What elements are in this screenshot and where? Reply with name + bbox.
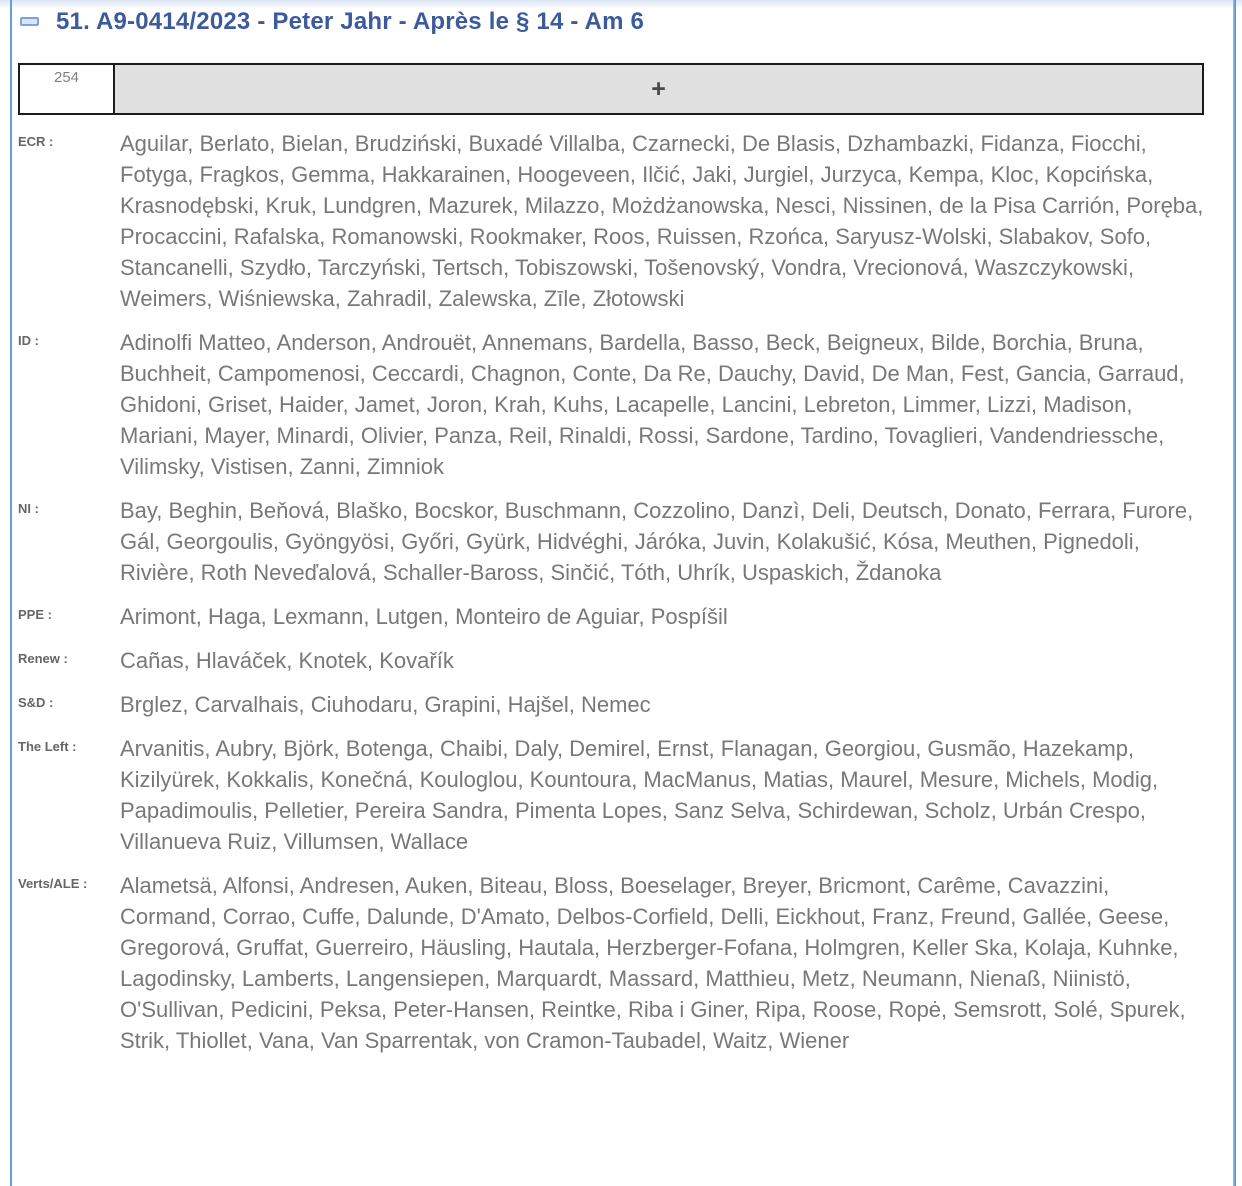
vote-header — [18, 6, 1204, 36]
group-row-ppe — [18, 601, 1204, 632]
group-label: S&D : — [18, 695, 54, 710]
group-names: Adinolfi Matteo, Anderson, Androuët, Annemans, Bardella, Basso, Beck, Beigneux, Bilde, Borchia, Bruna, Buchheit, Campomenosi, Ceccardi, Chagnon, Conte, Da Re, Dauchy, David, De Man, Fest, Gancia, Garraud, Ghidoni, Griset, Haider, Jamet, Joron, Krah, Kuhs, Lacapelle, Lancini, Lebreton, Limmer, Lizzi, Madison, Mariani, Mayer, Minardi, Olivier, Panza, Reil, Rinaldi, Rossi, Sardone, Tardino, Tovaglieri, Vandendriessche, Vilimsky, Vistisen, Zanni, Zimniok — [120, 330, 1185, 479]
group-row-ecr — [18, 128, 1204, 314]
group-names: Arvanitis, Aubry, Björk, Botenga, Chaibi, Daly, Demirel, Ernst, Flanagan, Georgiou, Gusmão, Hazekamp, Kizilyürek, Kokkalis, Konečná, Kouloglou, Kountoura, MacManus, Matias, Maurel, Mesure, Michels, Modig, Papadimoulis, Pelletier, Pereira Sandra, Pimenta Lopes, Sanz Selva, Schirdewan, Scholz, Urbán Crespo, Villanueva Ruiz, Villumsen, Wallace — [120, 736, 1159, 854]
group-label: The Left : — [18, 739, 77, 754]
group-names: Cañas, Hlaváček, Knotek, Kovařík — [120, 648, 454, 673]
group-names: Brglez, Carvalhais, Ciuhodaru, Grapini, Hajšel, Nemec — [120, 692, 651, 717]
vote-result-symbol: + — [115, 65, 1202, 113]
group-row-ni — [18, 495, 1204, 588]
group-names: Bay, Beghin, Beňová, Blaško, Bocskor, Buschmann, Cozzolino, Danzì, Deli, Deutsch, Donato, Ferrara, Furore, Gál, Georgoulis, Gyöngyösi, Győri, Gyürk, Hidvéghi, Járóka, Juvin, Kolakušić, Kósa, Meuthen, Pignedoli, Rivière, Roth Neveďalová, Schaller-Baross, Sinčić, Tóth, Uhrík, Uspaskich, Ždanoka — [120, 498, 1194, 585]
group-names: Arimont, Haga, Lexmann, Lutgen, Monteiro de Aguiar, Pospíšil — [120, 604, 728, 629]
group-row-id — [18, 327, 1204, 482]
group-row-sd — [18, 689, 1204, 720]
minus-icon[interactable] — [20, 17, 39, 26]
group-label: PPE : — [18, 607, 52, 622]
group-names: Aguilar, Berlato, Bielan, Brudziński, Buxadé Villalba, Czarnecki, De Blasis, Dzhambazki, Fidanza, Fiocchi, Fotyga, Fragkos, Gemma, Hakkarainen, Hoogeveen, Ilčić, Jaki, Jurgiel, Jurzyca, Kempa, Kloc, Kopcińska, Krasnodębski, Kruk, Lundgren, Mazurek, Milazzo, Możdżanowska, Nesci, Nissinen, de la Pisa Carrión, Poręba, Procaccini, Rafalska, Romanowski, Rookmaker, Roos, Ruissen, Rzońca, Saryusz-Wolski, Slabakov, Sofo, Stancanelli, Szydło, Tarczyński, Tertsch, Tobiszowski, Tošenovský, Vondra, Vrecionová, Waszczykowski, Weimers, Wiśniewska, Zahradil, Zalewska, Zīle, Złotowski — [120, 131, 1204, 311]
group-row-renew — [18, 645, 1204, 676]
group-vote-list — [18, 128, 1204, 1056]
group-names: Alametsä, Alfonsi, Andresen, Auken, Biteau, Bloss, Boeselager, Breyer, Bricmont, Carême, Cavazzini, Cormand, Corrao, Cuffe, Dalunde, D'Amato, Delbos-Corfield, Delli, Eickhout, Franz, Freund, Gallée, Geese, Gregorová, Gruffat, Guerreiro, Häusling, Hautala, Herzberger-Fofana, Holmgren, Keller Ska, Kolaja, Kuhnke, Lagodinsky, Lamberts, Langensiepen, Marquardt, Massard, Matthieu, Metz, Neumann, Nienaß, Niinistö, O'Sullivan, Pedicini, Peksa, Peter-Hansen, Reintke, Riba i Giner, Ripa, Roose, Ropė, Semsrott, Solé, Spurek, Strik, Thiollet, Vana, Van Sparrentak, von Cramon-Taubadel, Waitz, Wiener — [120, 873, 1186, 1053]
group-row-vertsale — [18, 870, 1204, 1056]
group-label: ECR : — [18, 134, 54, 149]
group-label: Verts/ALE : — [18, 876, 88, 891]
vote-total-count: 254 — [20, 65, 115, 113]
group-label: NI : — [18, 501, 39, 516]
group-label: Renew : — [18, 651, 68, 666]
group-label: ID : — [18, 333, 39, 348]
group-row-theleft — [18, 733, 1204, 857]
vote-summary-table — [18, 63, 1204, 115]
vote-title: 51. A9-0414/2023 - Peter Jahr - Après le § 14 - Am 6 — [56, 8, 645, 35]
